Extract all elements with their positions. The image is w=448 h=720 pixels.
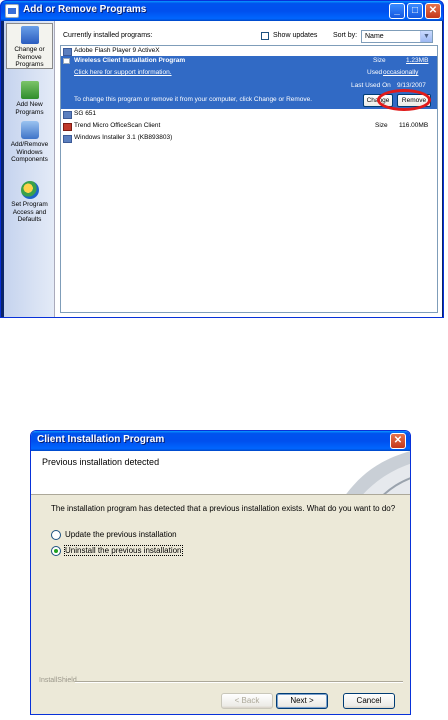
remove-button[interactable]: Remove — [397, 94, 431, 107]
program-name: Windows Installer 3.1 (KB893803) — [74, 134, 173, 141]
maximize-button[interactable]: □ — [407, 3, 423, 19]
change-button[interactable]: Change — [363, 94, 393, 107]
size-label: Size — [375, 122, 388, 129]
minimize-button[interactable]: _ — [389, 3, 405, 19]
programs-pane — [55, 21, 442, 317]
footer-divider — [75, 681, 403, 683]
size-value: 1.23MB — [406, 57, 429, 64]
list-item[interactable] — [61, 133, 437, 143]
control-panel-icon — [5, 4, 19, 18]
highlight-circle-annotation — [377, 89, 431, 111]
uninstall-option-label[interactable]: Uninstall the previous installation — [65, 546, 182, 555]
used-value: occasionally — [383, 69, 419, 76]
sidebar-item-label: Add/Remove Windows Components — [10, 141, 49, 163]
sidebar-item-label: Add New Programs — [15, 101, 44, 116]
title-bar[interactable] — [31, 431, 410, 451]
chevron-down-icon[interactable]: ▼ — [420, 31, 432, 42]
sort-by-select[interactable] — [361, 30, 433, 43]
cancel-button[interactable]: Cancel — [343, 693, 395, 709]
change-remove-icon — [21, 26, 39, 44]
sort-by-label: Sort by: — [333, 32, 358, 39]
size-value: 116.00MB — [399, 122, 429, 129]
title-bar[interactable] — [1, 1, 443, 21]
question-text: The installation program has detected that a previous installation exists. What do you want to do? — [51, 504, 396, 513]
program-icon — [63, 48, 72, 56]
trend-micro-icon — [63, 123, 72, 131]
close-button[interactable]: ✕ — [390, 433, 406, 449]
last-used-value: 9/13/2007 — [397, 82, 426, 89]
program-icon — [63, 135, 72, 143]
program-icon — [63, 58, 70, 64]
installshield-banner-art-icon — [317, 451, 410, 495]
size-label: Size — [373, 57, 386, 64]
sidebar-item-label: Set Program Access and Defaults — [11, 201, 48, 223]
show-updates-label[interactable]: Show updates — [273, 32, 318, 39]
program-defaults-icon — [21, 181, 39, 199]
next-button[interactable]: Next > — [276, 693, 328, 709]
list-item[interactable] — [61, 121, 437, 131]
dialog-banner — [31, 451, 410, 495]
installshield-label: InstallShield — [39, 677, 77, 684]
used-label: Used — [367, 69, 383, 76]
sidebar-item-windows-components[interactable] — [6, 121, 53, 164]
sidebar-item-change-remove[interactable] — [6, 23, 53, 69]
banner-heading: Previous installation detected — [42, 457, 160, 467]
window-body — [4, 21, 442, 317]
program-name: Trend Micro OfficeScan Client — [74, 122, 161, 129]
close-button[interactable]: ✕ — [425, 3, 441, 19]
client-installation-dialog — [30, 430, 411, 715]
sidebar-item-label: Change or Remove Programs — [14, 46, 45, 68]
add-remove-programs-window — [0, 0, 444, 318]
sidebar-item-add-new[interactable] — [6, 81, 53, 116]
add-programs-icon — [21, 81, 39, 99]
programs-list — [60, 45, 438, 313]
sort-by-value: Name — [365, 33, 384, 40]
change-remove-hint: To change this program or remove it from your computer, click Change or Remove. — [74, 96, 313, 103]
list-item[interactable] — [61, 109, 437, 119]
support-info-link[interactable]: Click here for support information. — [74, 69, 172, 76]
sidebar — [4, 21, 55, 317]
last-used-label: Last Used On — [351, 82, 391, 89]
program-icon — [63, 111, 72, 119]
list-item[interactable] — [61, 46, 437, 56]
dialog-title: Client Installation Program — [37, 434, 165, 445]
sidebar-item-program-defaults[interactable] — [6, 181, 53, 224]
installed-programs-label: Currently installed programs: — [63, 32, 153, 39]
uninstall-radio[interactable] — [51, 546, 61, 556]
program-name: Wireless Client Installation Program — [74, 57, 186, 64]
windows-components-icon — [21, 121, 39, 139]
program-name: SG 651 — [74, 110, 97, 117]
window-title: Add or Remove Programs — [23, 4, 147, 15]
update-radio[interactable] — [51, 530, 61, 540]
program-name: Adobe Flash Player 9 ActiveX — [74, 47, 160, 54]
back-button[interactable]: < Back — [221, 693, 273, 709]
update-option-label[interactable]: Update the previous installation — [65, 530, 177, 539]
show-updates-checkbox[interactable] — [261, 32, 269, 40]
